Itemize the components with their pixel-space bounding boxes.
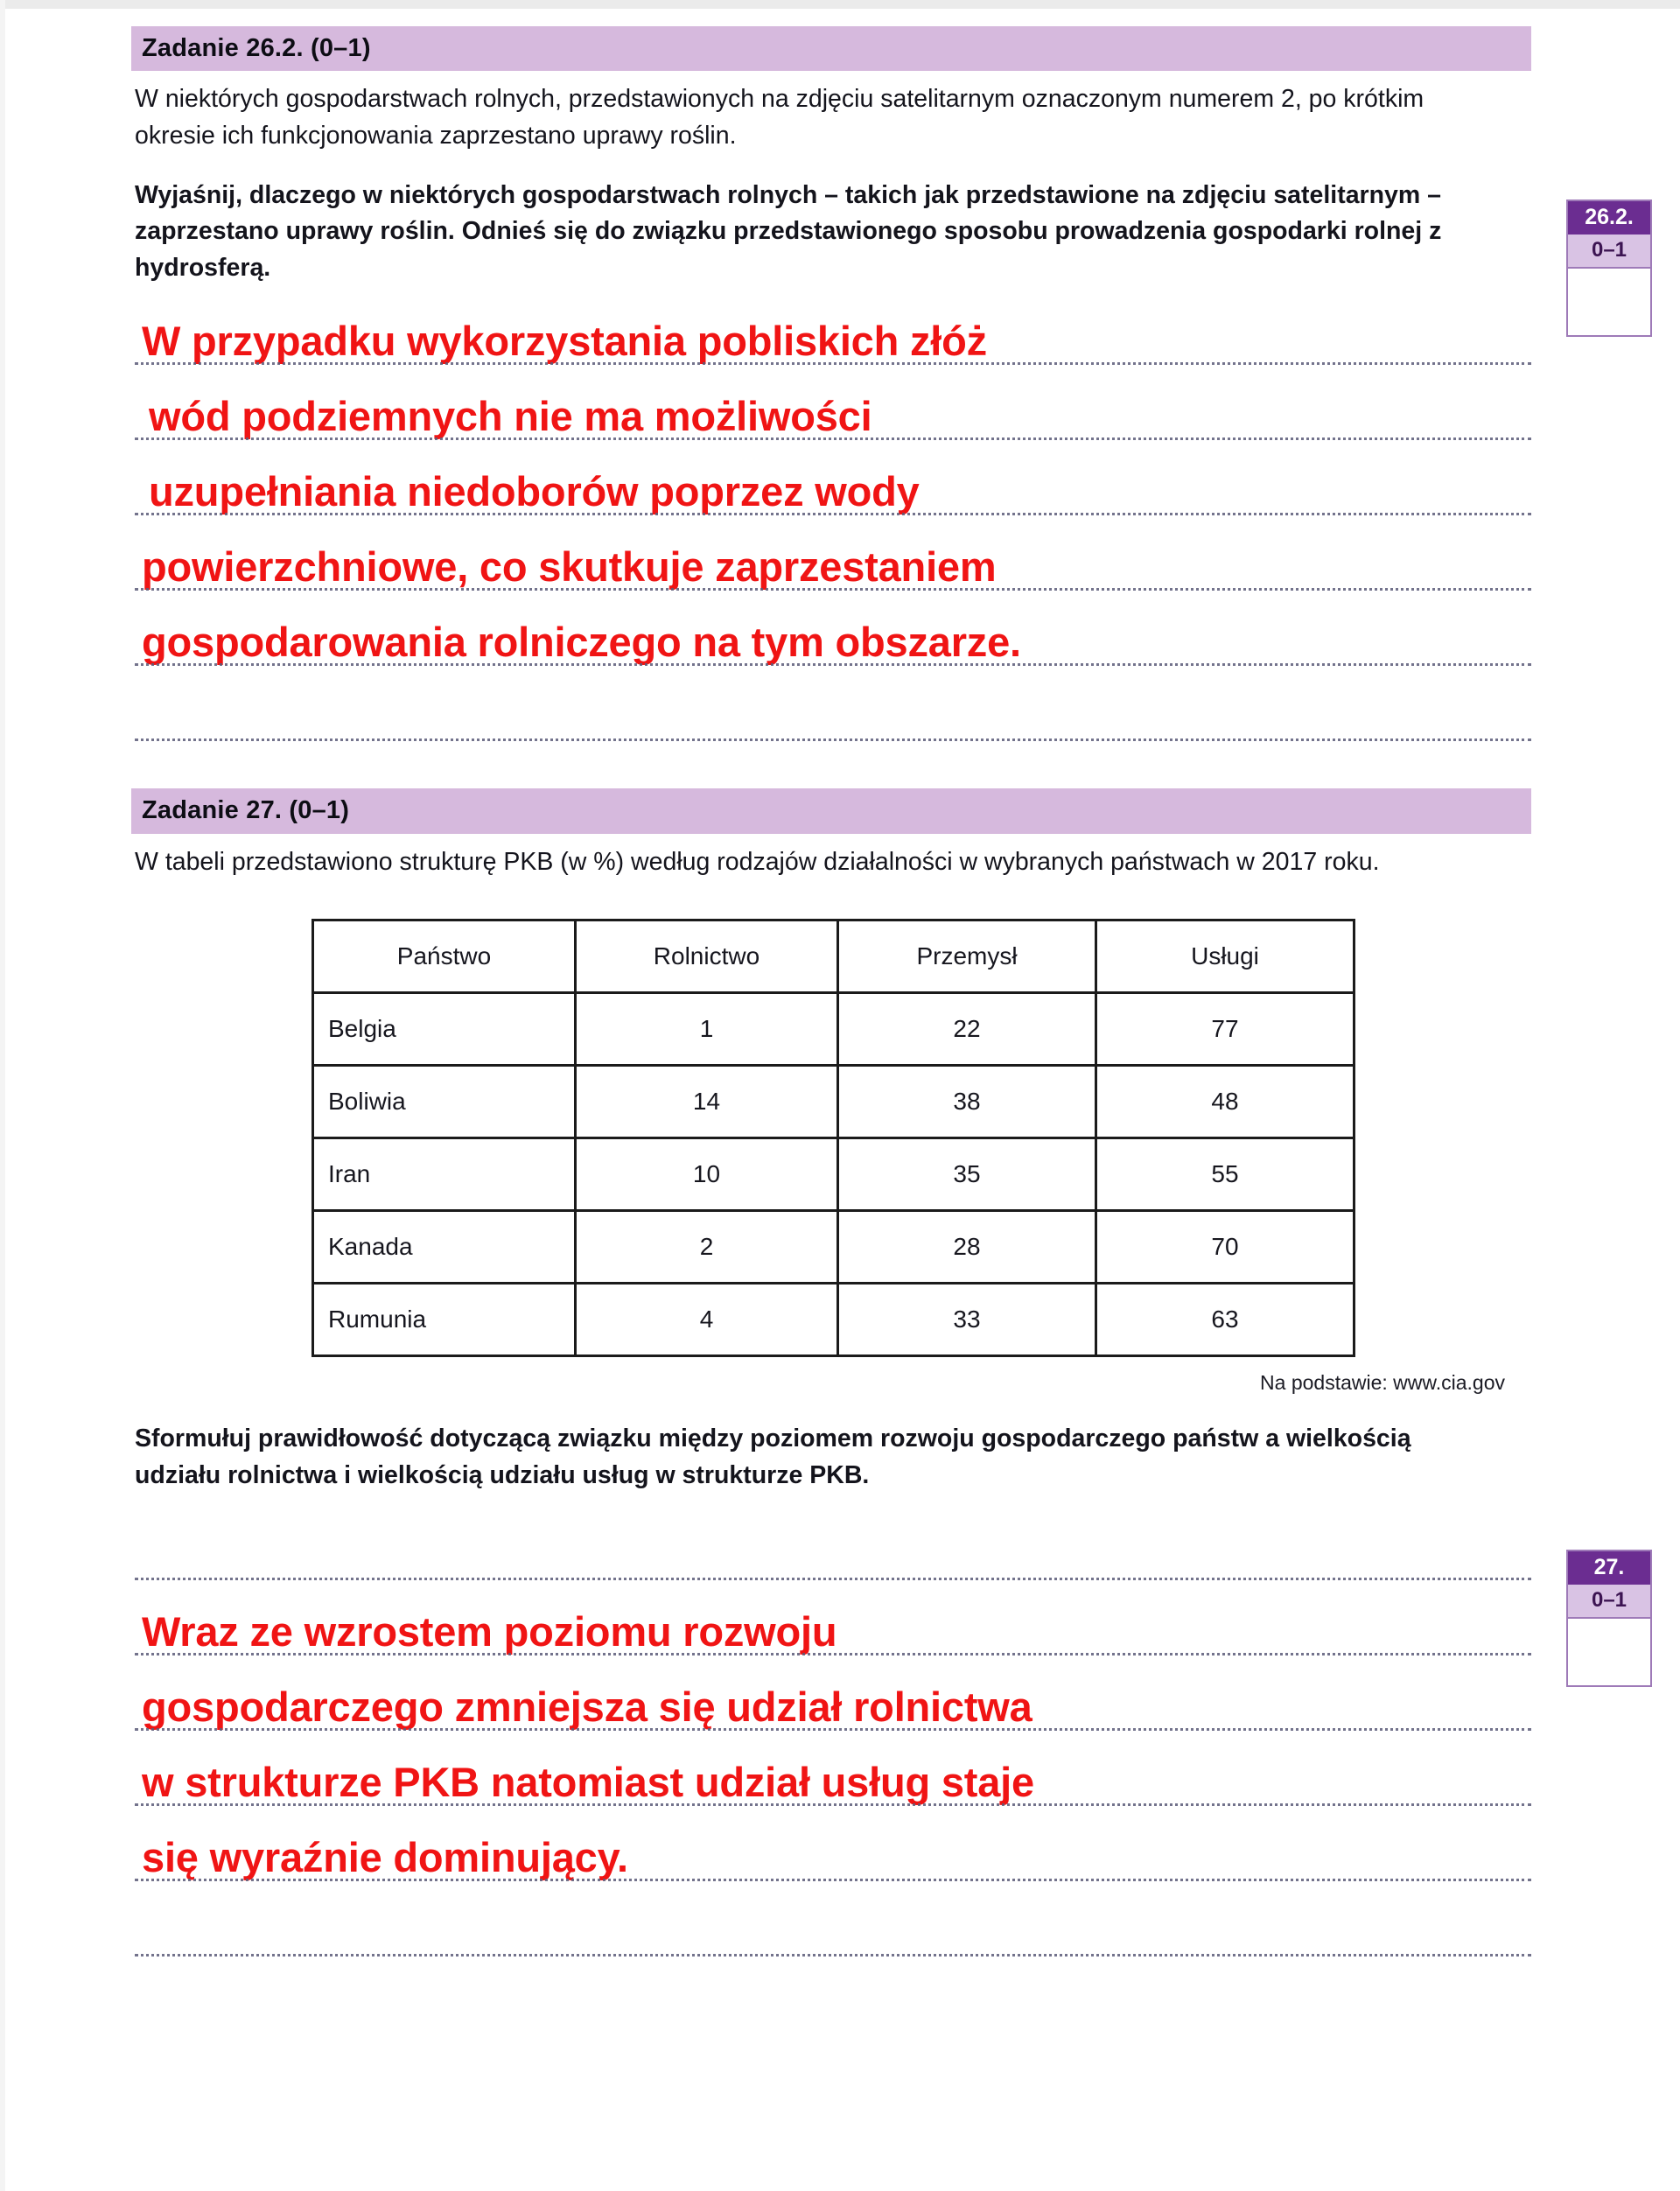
dotted-rule: [135, 362, 1531, 365]
task-26-2-intro: W niektórych gospodarstwach rolnych, przedstawionych na zdjęciu satelitarnym oznaczonym numerem 2, po krótkim okresie ich funkcjonowania zaprzestano uprawy roślin.: [135, 85, 1424, 150]
dotted-rule: [135, 513, 1531, 515]
cell-agriculture: 10: [576, 1138, 838, 1211]
task-27-heading: Zadanie 27. (0–1): [131, 788, 1531, 833]
answer-text: Wraz ze wzrostem poziomu rozwoju: [142, 1607, 837, 1655]
answer-text: wód podziemnych nie ma możliwości: [149, 393, 872, 440]
pkb-table-wrapper: [312, 919, 1531, 1357]
cell-country: Kanada: [313, 1211, 576, 1284]
dotted-rule: [135, 588, 1531, 591]
answer-text: się wyraźnie dominujący.: [142, 1833, 628, 1880]
content-column: [131, 0, 1531, 1967]
column-header-country: Państwo: [313, 920, 576, 993]
dotted-rule: [135, 1653, 1531, 1656]
cell-industry: 28: [838, 1211, 1096, 1284]
cell-services: 55: [1096, 1138, 1354, 1211]
cell-agriculture: 1: [576, 993, 838, 1066]
table-header-row: [313, 920, 1354, 993]
answer-line[interactable]: [131, 1741, 1531, 1816]
task-26-2-heading: Zadanie 26.2. (0–1): [131, 26, 1531, 71]
score-box-mark-field[interactable]: [1568, 1619, 1650, 1685]
table-source-note: Na podstawie: www.cia.gov: [1260, 1371, 1505, 1395]
answer-line[interactable]: [131, 300, 1531, 375]
cell-industry: 38: [838, 1066, 1096, 1138]
answer-line-empty[interactable]: [131, 1892, 1531, 1967]
score-box-mark-field[interactable]: [1568, 269, 1650, 335]
answer-line-empty[interactable]: [131, 676, 1531, 752]
cell-industry: 35: [838, 1138, 1096, 1211]
task-27-instruction: Sformułuj prawidłowość dotyczącą związku między poziomem rozwoju gospodarczego państw a wielkością udziału rolnictwa i wielkością udziału usług w strukturze PKB.: [135, 1424, 1411, 1489]
task-26-2-instruction: Wyjaśnij, dlaczego w niektórych gospodarstwach rolnych – takich jak przedstawione na zdjęciu satelitarnym – zaprzestano uprawy roślin. Odnieś się do związku przedstawionego sposobu prowadzenia gospodarki rolnej z hydrosferą.: [135, 180, 1442, 282]
cell-services: 77: [1096, 993, 1354, 1066]
cell-agriculture: 4: [576, 1284, 838, 1356]
answer-line[interactable]: [131, 601, 1531, 676]
table-row: [313, 1211, 1354, 1284]
table-row: [313, 1138, 1354, 1211]
cell-country: Belgia: [313, 993, 576, 1066]
cell-country: Rumunia: [313, 1284, 576, 1356]
cell-agriculture: 14: [576, 1066, 838, 1138]
cell-country: Boliwia: [313, 1066, 576, 1138]
cell-services: 70: [1096, 1211, 1354, 1284]
answer-text: uzupełniania niedoborów poprzez wody: [149, 468, 920, 515]
cell-industry: 22: [838, 993, 1096, 1066]
column-header-services: Usługi: [1096, 920, 1354, 993]
score-box-27[interactable]: [1566, 1550, 1652, 1687]
score-box-26-2[interactable]: [1566, 200, 1652, 337]
dotted-rule: [135, 1879, 1531, 1881]
table-row: [313, 1066, 1354, 1138]
answer-line-empty[interactable]: [131, 1536, 1531, 1591]
table-row: [313, 1284, 1354, 1356]
cell-services: 63: [1096, 1284, 1354, 1356]
column-header-industry: Przemysł: [838, 920, 1096, 993]
score-box-task-number: 27.: [1568, 1551, 1650, 1585]
dotted-rule: [135, 438, 1531, 440]
answer-text: W przypadku wykorzystania pobliskich złóż: [142, 318, 987, 365]
score-box-task-number: 26.2.: [1568, 201, 1650, 234]
cell-services: 48: [1096, 1066, 1354, 1138]
pkb-table: [312, 919, 1355, 1357]
score-box-range: 0–1: [1568, 234, 1650, 269]
answer-text: gospodarowania rolniczego na tym obszarze.: [142, 619, 1021, 666]
score-box-range: 0–1: [1568, 1585, 1650, 1619]
dotted-rule: [135, 1954, 1531, 1956]
column-header-agriculture: Rolnictwo: [576, 920, 838, 993]
answer-line[interactable]: [131, 1666, 1531, 1741]
dotted-rule: [135, 663, 1531, 666]
answer-text: gospodarczego zmniejsza się udział rolnictwa: [142, 1683, 1032, 1730]
answer-line[interactable]: [131, 526, 1531, 601]
task-27-answer-area[interactable]: [131, 1536, 1531, 1967]
table-row: [313, 993, 1354, 1066]
cell-country: Iran: [313, 1138, 576, 1211]
answer-text: w strukturze PKB natomiast udział usług staje: [142, 1758, 1034, 1805]
cell-agriculture: 2: [576, 1211, 838, 1284]
answer-line[interactable]: [131, 375, 1531, 451]
answer-line[interactable]: [131, 1591, 1531, 1666]
answer-line[interactable]: [131, 1816, 1531, 1892]
task-27-intro: W tabeli przedstawiono strukturę PKB (w %) według rodzajów działalności w wybranych państwach w 2017 roku.: [135, 847, 1380, 876]
cell-industry: 33: [838, 1284, 1096, 1356]
answer-text: powierzchniowe, co skutkuje zaprzestaniem: [142, 543, 997, 591]
dotted-rule: [135, 1578, 1531, 1580]
task-26-2-answer-area[interactable]: [131, 300, 1531, 752]
dotted-rule: [135, 1728, 1531, 1731]
dotted-rule: [135, 1803, 1531, 1806]
dotted-rule: [135, 738, 1531, 741]
answer-line[interactable]: [131, 451, 1531, 526]
